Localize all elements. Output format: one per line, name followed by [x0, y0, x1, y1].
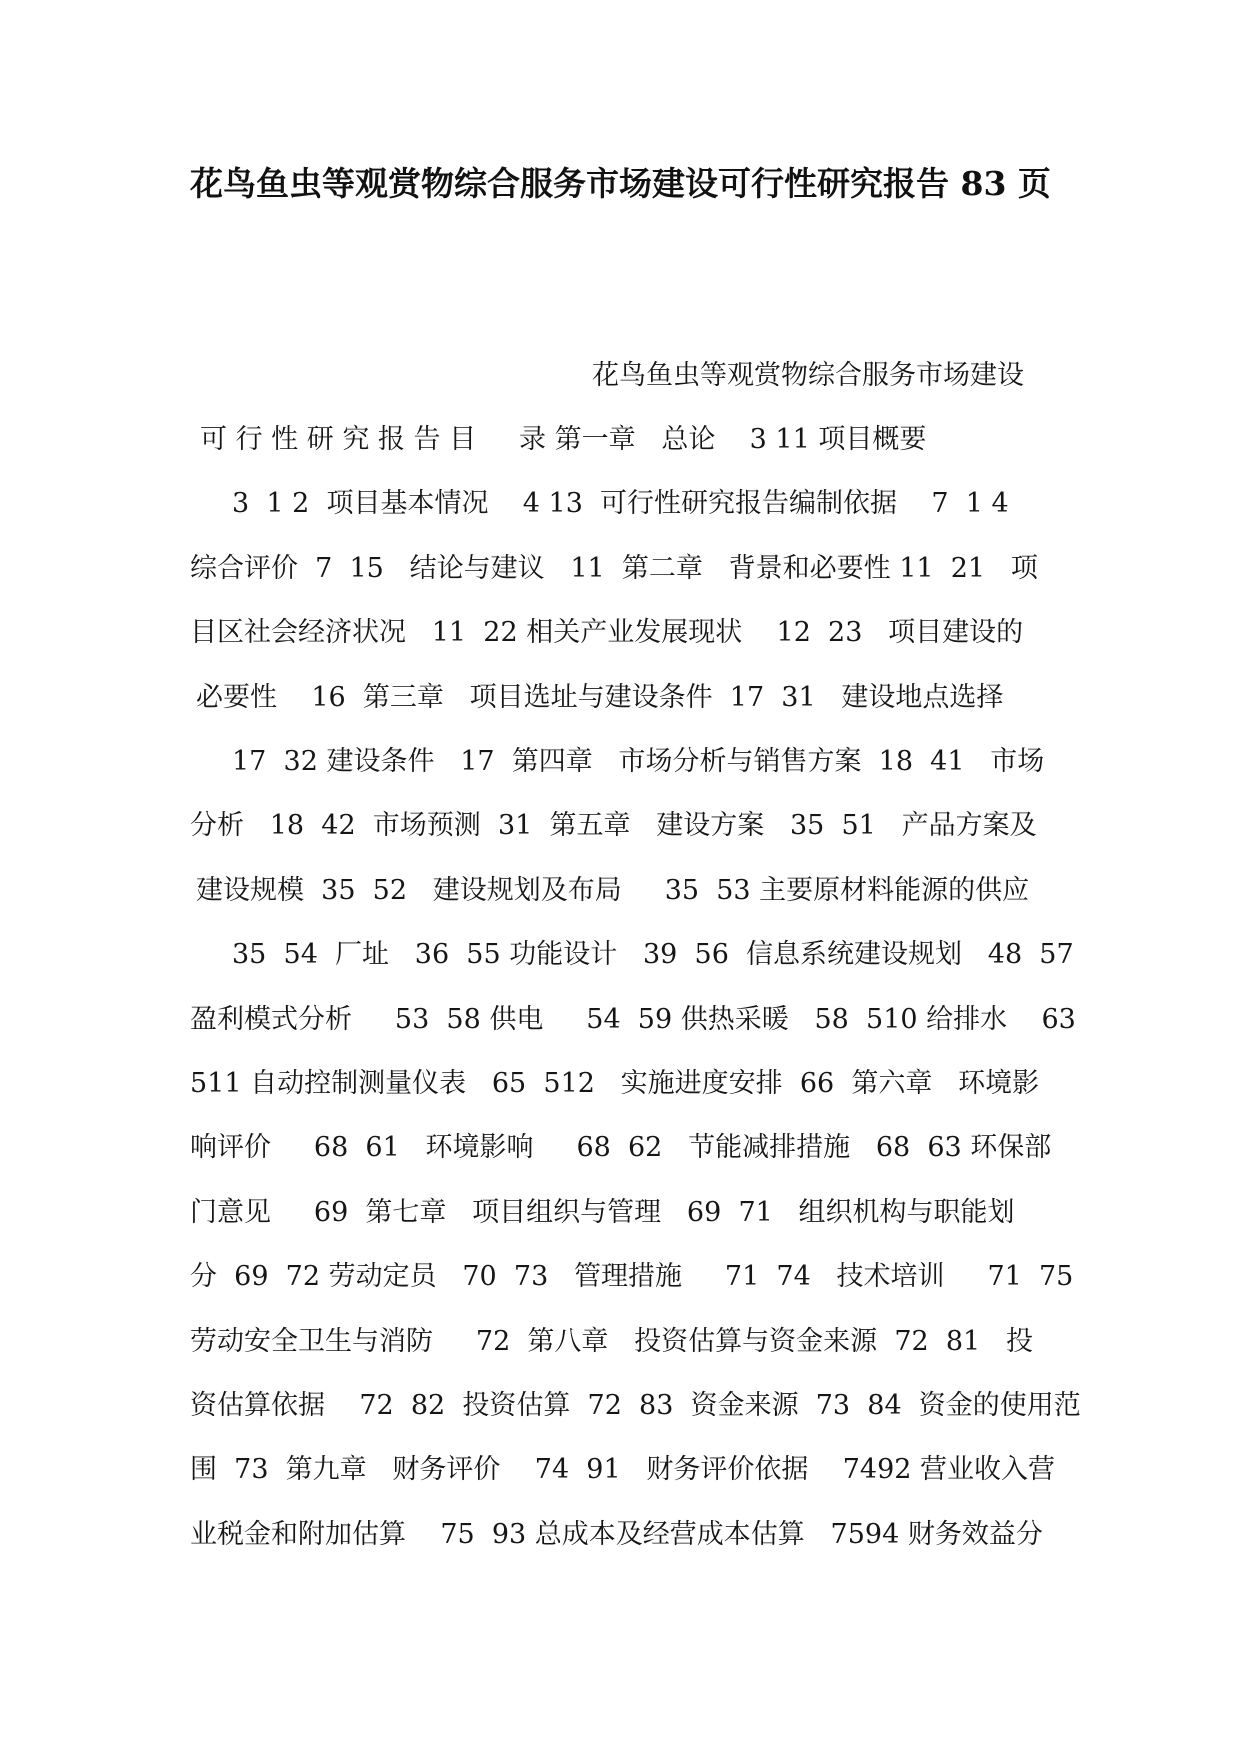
toc-line: 511 自动控制测量仪表 65 512 实施进度安排 66 第六章 环境影 [190, 1068, 1040, 1099]
toc-line: 建设规模 35 52 建设规划及布局 35 53 主要原材料能源的供应 [196, 875, 1030, 906]
toc-line: 目区社会经济状况 11 22 相关产业发展现状 12 23 项目建设的 [190, 617, 1024, 648]
toc-line: 门意见 69 第七章 项目组织与管理 69 71 组织机构与职能划 [190, 1197, 1015, 1228]
toc-line: 花鸟鱼虫等观赏物综合服务市场建设 [592, 360, 1024, 391]
toc-line: 响评价 68 61 环境影响 68 62 节能减排措施 68 63 环保部 [190, 1132, 1052, 1163]
toc-line: 业税金和附加估算 75 93 总成本及经营成本估算 7594 财务效益分 [190, 1519, 1043, 1550]
toc-line: 17 32 建设条件 17 第四章 市场分析与销售方案 18 41 市场 [232, 746, 1045, 777]
toc-line: 资估算依据 72 82 投资估算 72 83 资金来源 73 84 资金的使用范 [190, 1390, 1081, 1421]
toc-line: 分析 18 42 市场预测 31 第五章 建设方案 35 51 产品方案及 [190, 810, 1037, 841]
document-title: 花鸟鱼虫等观赏物综合服务市场建设可行性研究报告 83 页 [190, 164, 1051, 203]
toc-line: 3 1 2 项目基本情况 4 13 可行性研究报告编制依据 7 1 4 [232, 488, 1009, 519]
toc-line: 盈利模式分析 53 58 供电 54 59 供热采暖 58 510 给排水 63 [190, 1004, 1076, 1035]
toc-line: 必要性 16 第三章 项目选址与建设条件 17 31 建设地点选择 [196, 682, 1004, 713]
toc-line: 围 73 第九章 财务评价 74 91 财务评价依据 7492 营业收入营 [190, 1454, 1056, 1485]
toc-line: 35 54 厂址 36 55 功能设计 39 56 信息系统建设规划 48 57 [232, 939, 1074, 970]
toc-line: 劳动安全卫生与消防 72 第八章 投资估算与资金来源 72 81 投 [190, 1326, 1033, 1357]
toc-line: 分 69 72 劳动定员 70 73 管理措施 71 74 技术培训 71 75 [190, 1261, 1074, 1292]
toc-line: 综合评价 7 15 结论与建议 11 第二章 背景和必要性 11 21 项 [190, 553, 1038, 584]
toc-line: 可 行 性 研 究 报 告 目 录 第一章 总论 3 11 项目概要 [200, 424, 927, 455]
